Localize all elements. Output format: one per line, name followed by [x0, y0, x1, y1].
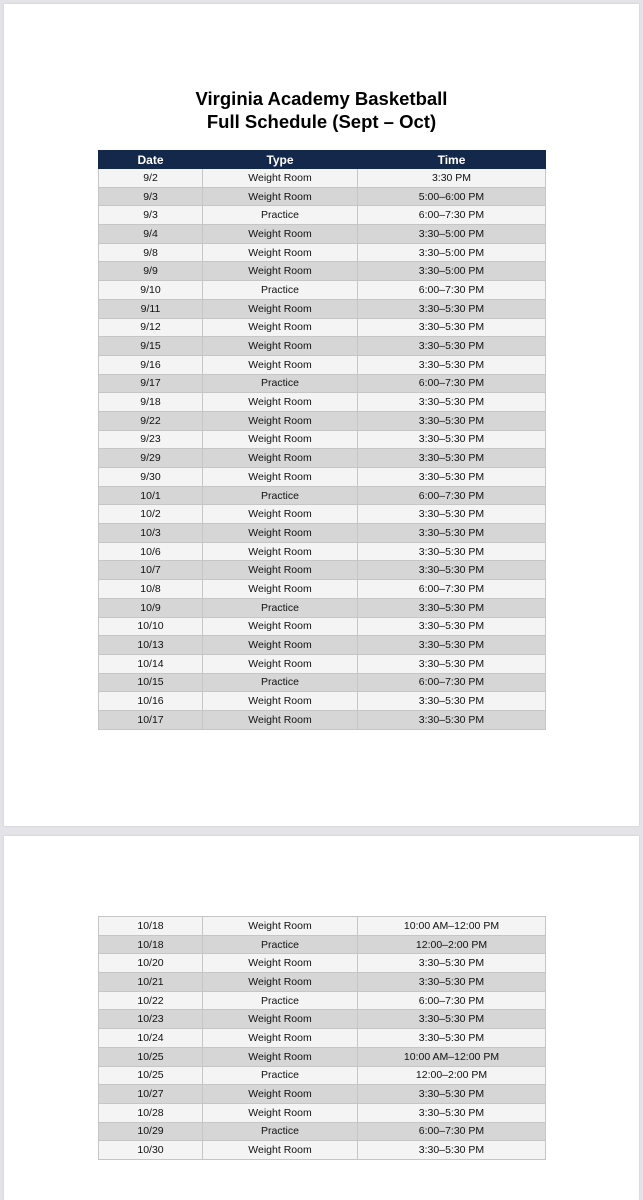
date-cell: 10/17: [99, 710, 203, 729]
time-cell: 12:00–2:00 PM: [358, 1066, 546, 1085]
table-row: [99, 636, 546, 655]
time-cell: 3:30–5:30 PM: [358, 430, 546, 449]
time-cell: 3:30–5:30 PM: [358, 524, 546, 543]
type-cell: Weight Room: [203, 954, 358, 973]
table-row: [99, 542, 546, 561]
table-row: [99, 337, 546, 356]
table-row: [99, 1122, 546, 1141]
date-cell: 10/9: [99, 598, 203, 617]
type-cell: Weight Room: [203, 1010, 358, 1029]
time-cell: 3:30–5:30 PM: [358, 1103, 546, 1122]
time-cell: 5:00–6:00 PM: [358, 187, 546, 206]
type-cell: Weight Room: [203, 617, 358, 636]
table-row: [99, 598, 546, 617]
schedule-title: Virginia Academy Basketball: [195, 88, 448, 109]
date-cell: 9/8: [99, 243, 203, 262]
table-row: [99, 917, 546, 936]
date-cell: 9/3: [99, 187, 203, 206]
time-cell: 10:00 AM–12:00 PM: [358, 917, 546, 936]
type-cell: Weight Room: [203, 1141, 358, 1160]
date-cell: 10/2: [99, 505, 203, 524]
date-cell: 10/15: [99, 673, 203, 692]
time-cell: 6:00–7:30 PM: [358, 486, 546, 505]
time-cell: 6:00–7:30 PM: [358, 206, 546, 225]
table-row: [99, 468, 546, 487]
type-cell: Practice: [203, 281, 358, 300]
time-cell: 3:30–5:30 PM: [358, 299, 546, 318]
table-row: [99, 187, 546, 206]
type-cell: Weight Room: [203, 262, 358, 281]
time-cell: 3:30–5:00 PM: [358, 243, 546, 262]
table-row: [99, 243, 546, 262]
date-cell: 10/10: [99, 617, 203, 636]
time-cell: 3:30–5:30 PM: [358, 636, 546, 655]
table-row: [99, 411, 546, 430]
table-row: [99, 973, 546, 992]
time-cell: 3:30–5:00 PM: [358, 262, 546, 281]
type-cell: Weight Room: [203, 917, 358, 936]
date-cell: 9/11: [99, 299, 203, 318]
date-cell: 9/10: [99, 281, 203, 300]
type-cell: Weight Room: [203, 355, 358, 374]
type-cell: Weight Room: [203, 411, 358, 430]
table-row: [99, 262, 546, 281]
date-cell: 10/24: [99, 1029, 203, 1048]
time-cell: 6:00–7:30 PM: [358, 1122, 546, 1141]
time-cell: 3:30–5:30 PM: [358, 542, 546, 561]
time-cell: 3:30–5:30 PM: [358, 617, 546, 636]
column-header-type: Type: [203, 151, 358, 169]
table-row: [99, 355, 546, 374]
type-cell: Weight Room: [203, 654, 358, 673]
date-cell: 10/1: [99, 486, 203, 505]
date-cell: 10/3: [99, 524, 203, 543]
time-cell: 3:30–5:30 PM: [358, 411, 546, 430]
table-row: [99, 505, 546, 524]
date-cell: 9/23: [99, 430, 203, 449]
column-header-time: Time: [358, 151, 546, 169]
type-cell: Weight Room: [203, 973, 358, 992]
date-cell: 10/30: [99, 1141, 203, 1160]
time-cell: 3:30–5:30 PM: [358, 1010, 546, 1029]
table-row: [99, 1103, 546, 1122]
schedule-table-page-2: [98, 916, 546, 1160]
table-row: [99, 169, 546, 188]
type-cell: Weight Room: [203, 318, 358, 337]
type-cell: Practice: [203, 1066, 358, 1085]
date-cell: 9/29: [99, 449, 203, 468]
type-cell: Weight Room: [203, 710, 358, 729]
date-cell: 10/14: [99, 654, 203, 673]
table-row: [99, 318, 546, 337]
time-cell: 3:30–5:30 PM: [358, 337, 546, 356]
type-cell: Weight Room: [203, 187, 358, 206]
type-cell: Practice: [203, 1122, 358, 1141]
type-cell: Weight Room: [203, 561, 358, 580]
time-cell: 3:30–5:30 PM: [358, 1029, 546, 1048]
table-row: [99, 654, 546, 673]
date-cell: 9/4: [99, 225, 203, 244]
date-cell: 10/13: [99, 636, 203, 655]
date-cell: 10/18: [99, 935, 203, 954]
table-row: [99, 524, 546, 543]
date-cell: 10/29: [99, 1122, 203, 1141]
time-cell: 3:30–5:30 PM: [358, 1141, 546, 1160]
time-cell: 6:00–7:30 PM: [358, 580, 546, 599]
time-cell: 3:30–5:30 PM: [358, 468, 546, 487]
date-cell: 9/22: [99, 411, 203, 430]
table-row: [99, 1029, 546, 1048]
time-cell: 3:30–5:30 PM: [358, 710, 546, 729]
type-cell: Weight Room: [203, 449, 358, 468]
schedule-page-1: [4, 4, 639, 826]
time-cell: 3:30–5:30 PM: [358, 973, 546, 992]
type-cell: Weight Room: [203, 225, 358, 244]
time-cell: 6:00–7:30 PM: [358, 374, 546, 393]
table-row: [99, 374, 546, 393]
type-cell: Weight Room: [203, 337, 358, 356]
time-cell: 12:00–2:00 PM: [358, 935, 546, 954]
type-cell: Practice: [203, 991, 358, 1010]
type-cell: Weight Room: [203, 692, 358, 711]
time-cell: 6:00–7:30 PM: [358, 991, 546, 1010]
type-cell: Practice: [203, 486, 358, 505]
time-cell: 6:00–7:30 PM: [358, 281, 546, 300]
table-row: [99, 991, 546, 1010]
table-row: [99, 1085, 546, 1104]
date-cell: 10/23: [99, 1010, 203, 1029]
type-cell: Practice: [203, 935, 358, 954]
date-cell: 10/7: [99, 561, 203, 580]
table-row: [99, 710, 546, 729]
date-cell: 10/21: [99, 973, 203, 992]
time-cell: 6:00–7:30 PM: [358, 673, 546, 692]
type-cell: Weight Room: [203, 542, 358, 561]
date-cell: 10/8: [99, 580, 203, 599]
date-cell: 9/2: [99, 169, 203, 188]
time-cell: 3:30–5:00 PM: [358, 225, 546, 244]
type-cell: Weight Room: [203, 524, 358, 543]
date-cell: 10/20: [99, 954, 203, 973]
date-cell: 10/27: [99, 1085, 203, 1104]
type-cell: Weight Room: [203, 580, 358, 599]
time-cell: 3:30–5:30 PM: [358, 561, 546, 580]
type-cell: Practice: [203, 673, 358, 692]
time-cell: 3:30–5:30 PM: [358, 598, 546, 617]
table-row: [99, 617, 546, 636]
table-row: [99, 561, 546, 580]
date-cell: 9/15: [99, 337, 203, 356]
time-cell: 3:30–5:30 PM: [358, 393, 546, 412]
schedule-table-page-1: [98, 150, 546, 730]
time-cell: 3:30–5:30 PM: [358, 505, 546, 524]
date-cell: 9/12: [99, 318, 203, 337]
type-cell: Weight Room: [203, 430, 358, 449]
table-row: [99, 580, 546, 599]
type-cell: Weight Room: [203, 393, 358, 412]
type-cell: Weight Room: [203, 636, 358, 655]
date-cell: 9/3: [99, 206, 203, 225]
schedule-subtitle: Full Schedule (Sept – Oct): [206, 111, 437, 132]
time-cell: 3:30–5:30 PM: [358, 449, 546, 468]
date-cell: 9/9: [99, 262, 203, 281]
table-row: [99, 206, 546, 225]
table-row: [99, 299, 546, 318]
time-cell: 3:30–5:30 PM: [358, 1085, 546, 1104]
table-row: [99, 281, 546, 300]
table-row: [99, 673, 546, 692]
schedule-page-2: [4, 836, 639, 1200]
date-cell: 9/16: [99, 355, 203, 374]
date-cell: 9/30: [99, 468, 203, 487]
date-cell: 10/22: [99, 991, 203, 1010]
date-cell: 10/25: [99, 1047, 203, 1066]
table-row: [99, 225, 546, 244]
table-row: [99, 1047, 546, 1066]
date-cell: 10/28: [99, 1103, 203, 1122]
table-row: [99, 954, 546, 973]
type-cell: Weight Room: [203, 1103, 358, 1122]
table-row: [99, 449, 546, 468]
type-cell: Weight Room: [203, 1085, 358, 1104]
type-cell: Weight Room: [203, 243, 358, 262]
date-cell: 9/17: [99, 374, 203, 393]
table-row: [99, 486, 546, 505]
column-header-date: Date: [99, 151, 203, 169]
time-cell: 3:30–5:30 PM: [358, 355, 546, 374]
table-header-row: [99, 151, 546, 169]
type-cell: Weight Room: [203, 468, 358, 487]
date-cell: 10/18: [99, 917, 203, 936]
time-cell: 3:30–5:30 PM: [358, 954, 546, 973]
type-cell: Practice: [203, 598, 358, 617]
table-row: [99, 1010, 546, 1029]
table-row: [99, 1141, 546, 1160]
type-cell: Practice: [203, 374, 358, 393]
type-cell: Weight Room: [203, 1047, 358, 1066]
type-cell: Weight Room: [203, 299, 358, 318]
time-cell: 3:30 PM: [358, 169, 546, 188]
type-cell: Weight Room: [203, 505, 358, 524]
date-cell: 10/25: [99, 1066, 203, 1085]
date-cell: 10/16: [99, 692, 203, 711]
table-row: [99, 393, 546, 412]
table-row: [99, 1066, 546, 1085]
time-cell: 10:00 AM–12:00 PM: [358, 1047, 546, 1066]
date-cell: 9/18: [99, 393, 203, 412]
time-cell: 3:30–5:30 PM: [358, 692, 546, 711]
type-cell: Weight Room: [203, 1029, 358, 1048]
table-row: [99, 430, 546, 449]
table-row: [99, 692, 546, 711]
type-cell: Weight Room: [203, 169, 358, 188]
time-cell: 3:30–5:30 PM: [358, 654, 546, 673]
date-cell: 10/6: [99, 542, 203, 561]
table-row: [99, 935, 546, 954]
time-cell: 3:30–5:30 PM: [358, 318, 546, 337]
type-cell: Practice: [203, 206, 358, 225]
